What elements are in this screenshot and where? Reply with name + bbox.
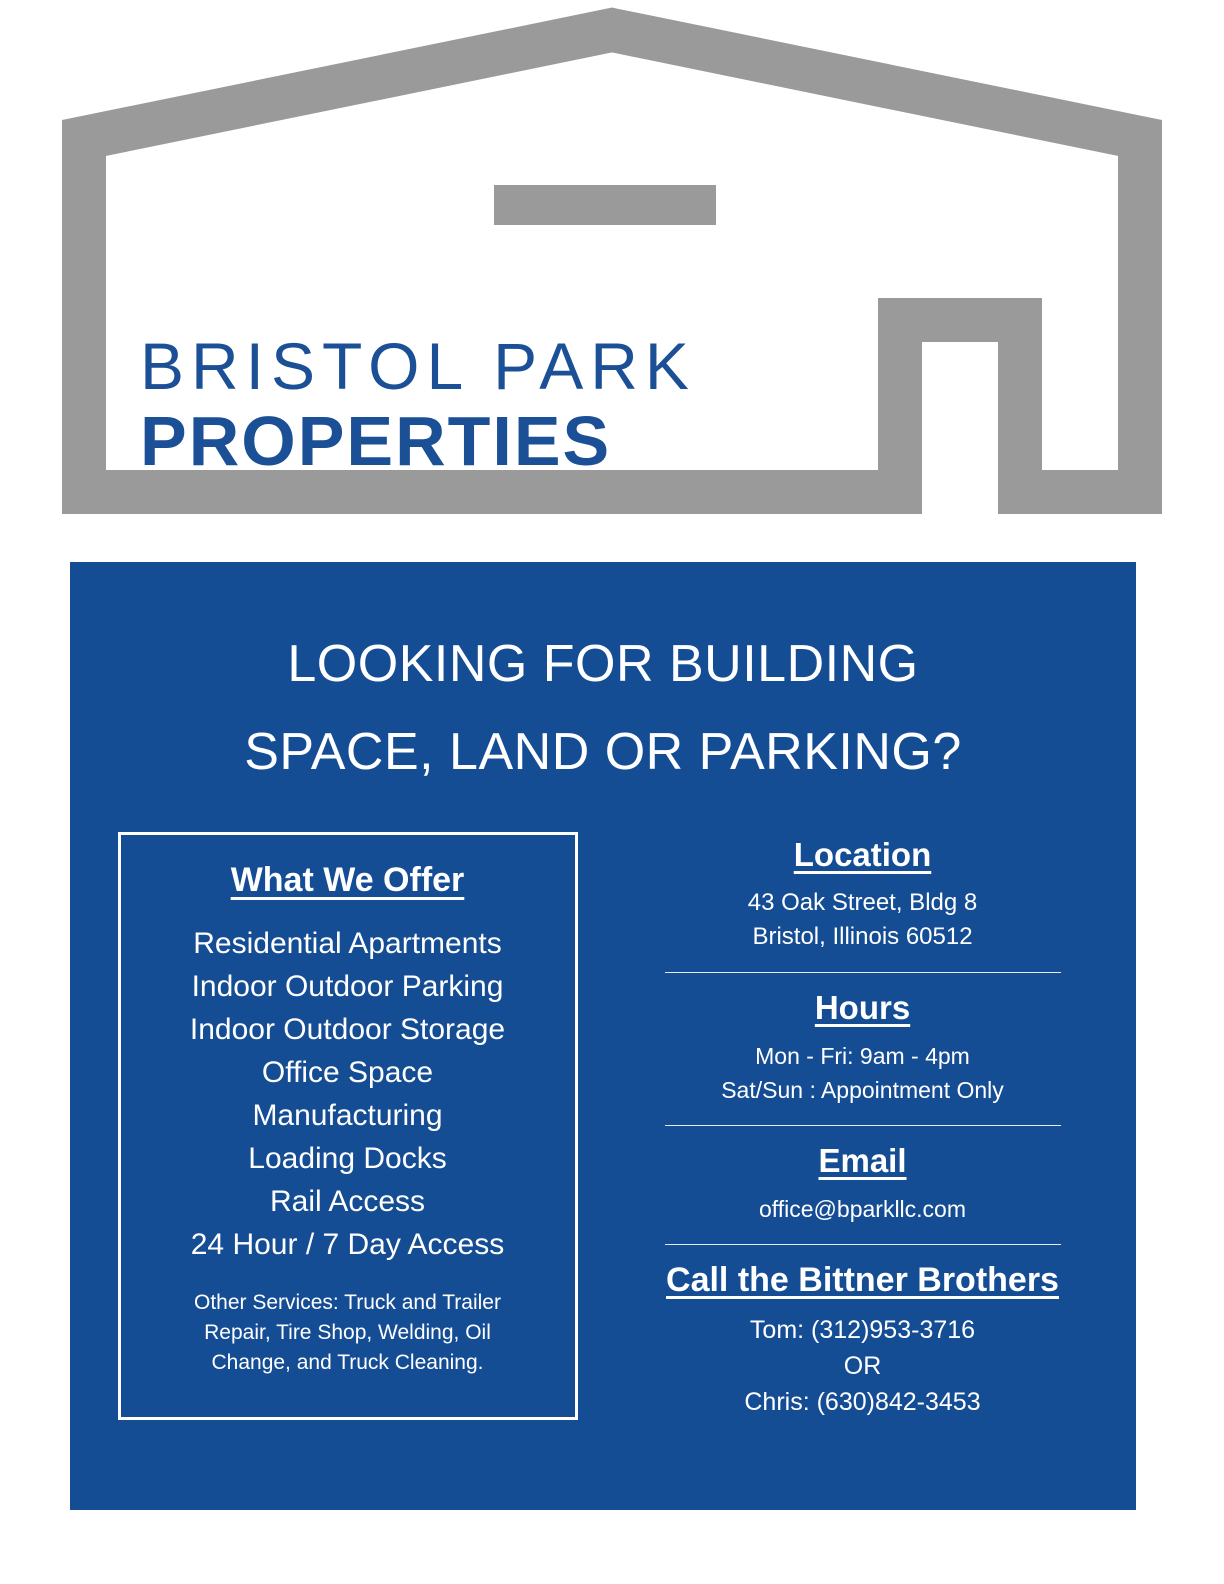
headline-line-1: LOOKING FOR BUILDING (287, 635, 919, 693)
divider (665, 1125, 1061, 1126)
phone-tom[interactable]: Tom: (312)953-3716 (749, 1316, 976, 1344)
list-item: Loading Docks (248, 1142, 447, 1175)
location-address-line-1: 43 Oak Street, Bldg 8 (747, 889, 978, 916)
other-services-note: Other Services: Truck and Trailer Repair, Tire Shop, Welding, Oil Change, and Truck Cleaning. (194, 1291, 501, 1374)
hours-weekend: Sat/Sun : Appointment Only (721, 1077, 1004, 1103)
hours-weekday: Mon - Fri: 9am - 4pm (755, 1043, 970, 1069)
divider (665, 972, 1061, 973)
phone-chris[interactable]: Chris: (630)842-3453 (744, 1388, 981, 1416)
email-title: Email (818, 1142, 907, 1179)
offer-column (88, 832, 607, 1420)
list-item: Residential Apartments (193, 927, 502, 960)
list-item: Office Space (261, 1056, 434, 1089)
logo-line-two: PROPERTIES (140, 402, 612, 480)
what-we-offer-box (118, 832, 578, 1420)
hours-title: Hours (814, 989, 911, 1026)
contact-column (607, 832, 1118, 1420)
location-address-line-2: Bristol, Illinois 60512 (752, 923, 973, 950)
offer-list (133, 922, 563, 1266)
blue-content-panel (70, 562, 1136, 1510)
list-item: 24 Hour / 7 Day Access (190, 1228, 505, 1261)
phone-separator: OR (843, 1352, 882, 1380)
location-title: Location (793, 836, 932, 873)
list-item: Manufacturing (252, 1099, 443, 1132)
logo-line-one: BRISTOL PARK (140, 329, 696, 403)
logo-header (0, 0, 1224, 540)
call-title: Call the Bittner Brothers (666, 1261, 1059, 1299)
email-address[interactable]: office@bparkllc.com (759, 1196, 966, 1222)
what-we-offer-title: What We Offer (230, 861, 465, 899)
headline-line-2: SPACE, LAND OR PARKING? (244, 723, 962, 781)
logo-wordmark (140, 330, 840, 480)
list-item: Rail Access (269, 1185, 426, 1218)
list-item: Indoor Outdoor Storage (189, 1013, 506, 1046)
list-item: Indoor Outdoor Parking (191, 970, 504, 1003)
divider (665, 1244, 1061, 1245)
headline (70, 620, 1136, 796)
content-columns (70, 832, 1136, 1420)
